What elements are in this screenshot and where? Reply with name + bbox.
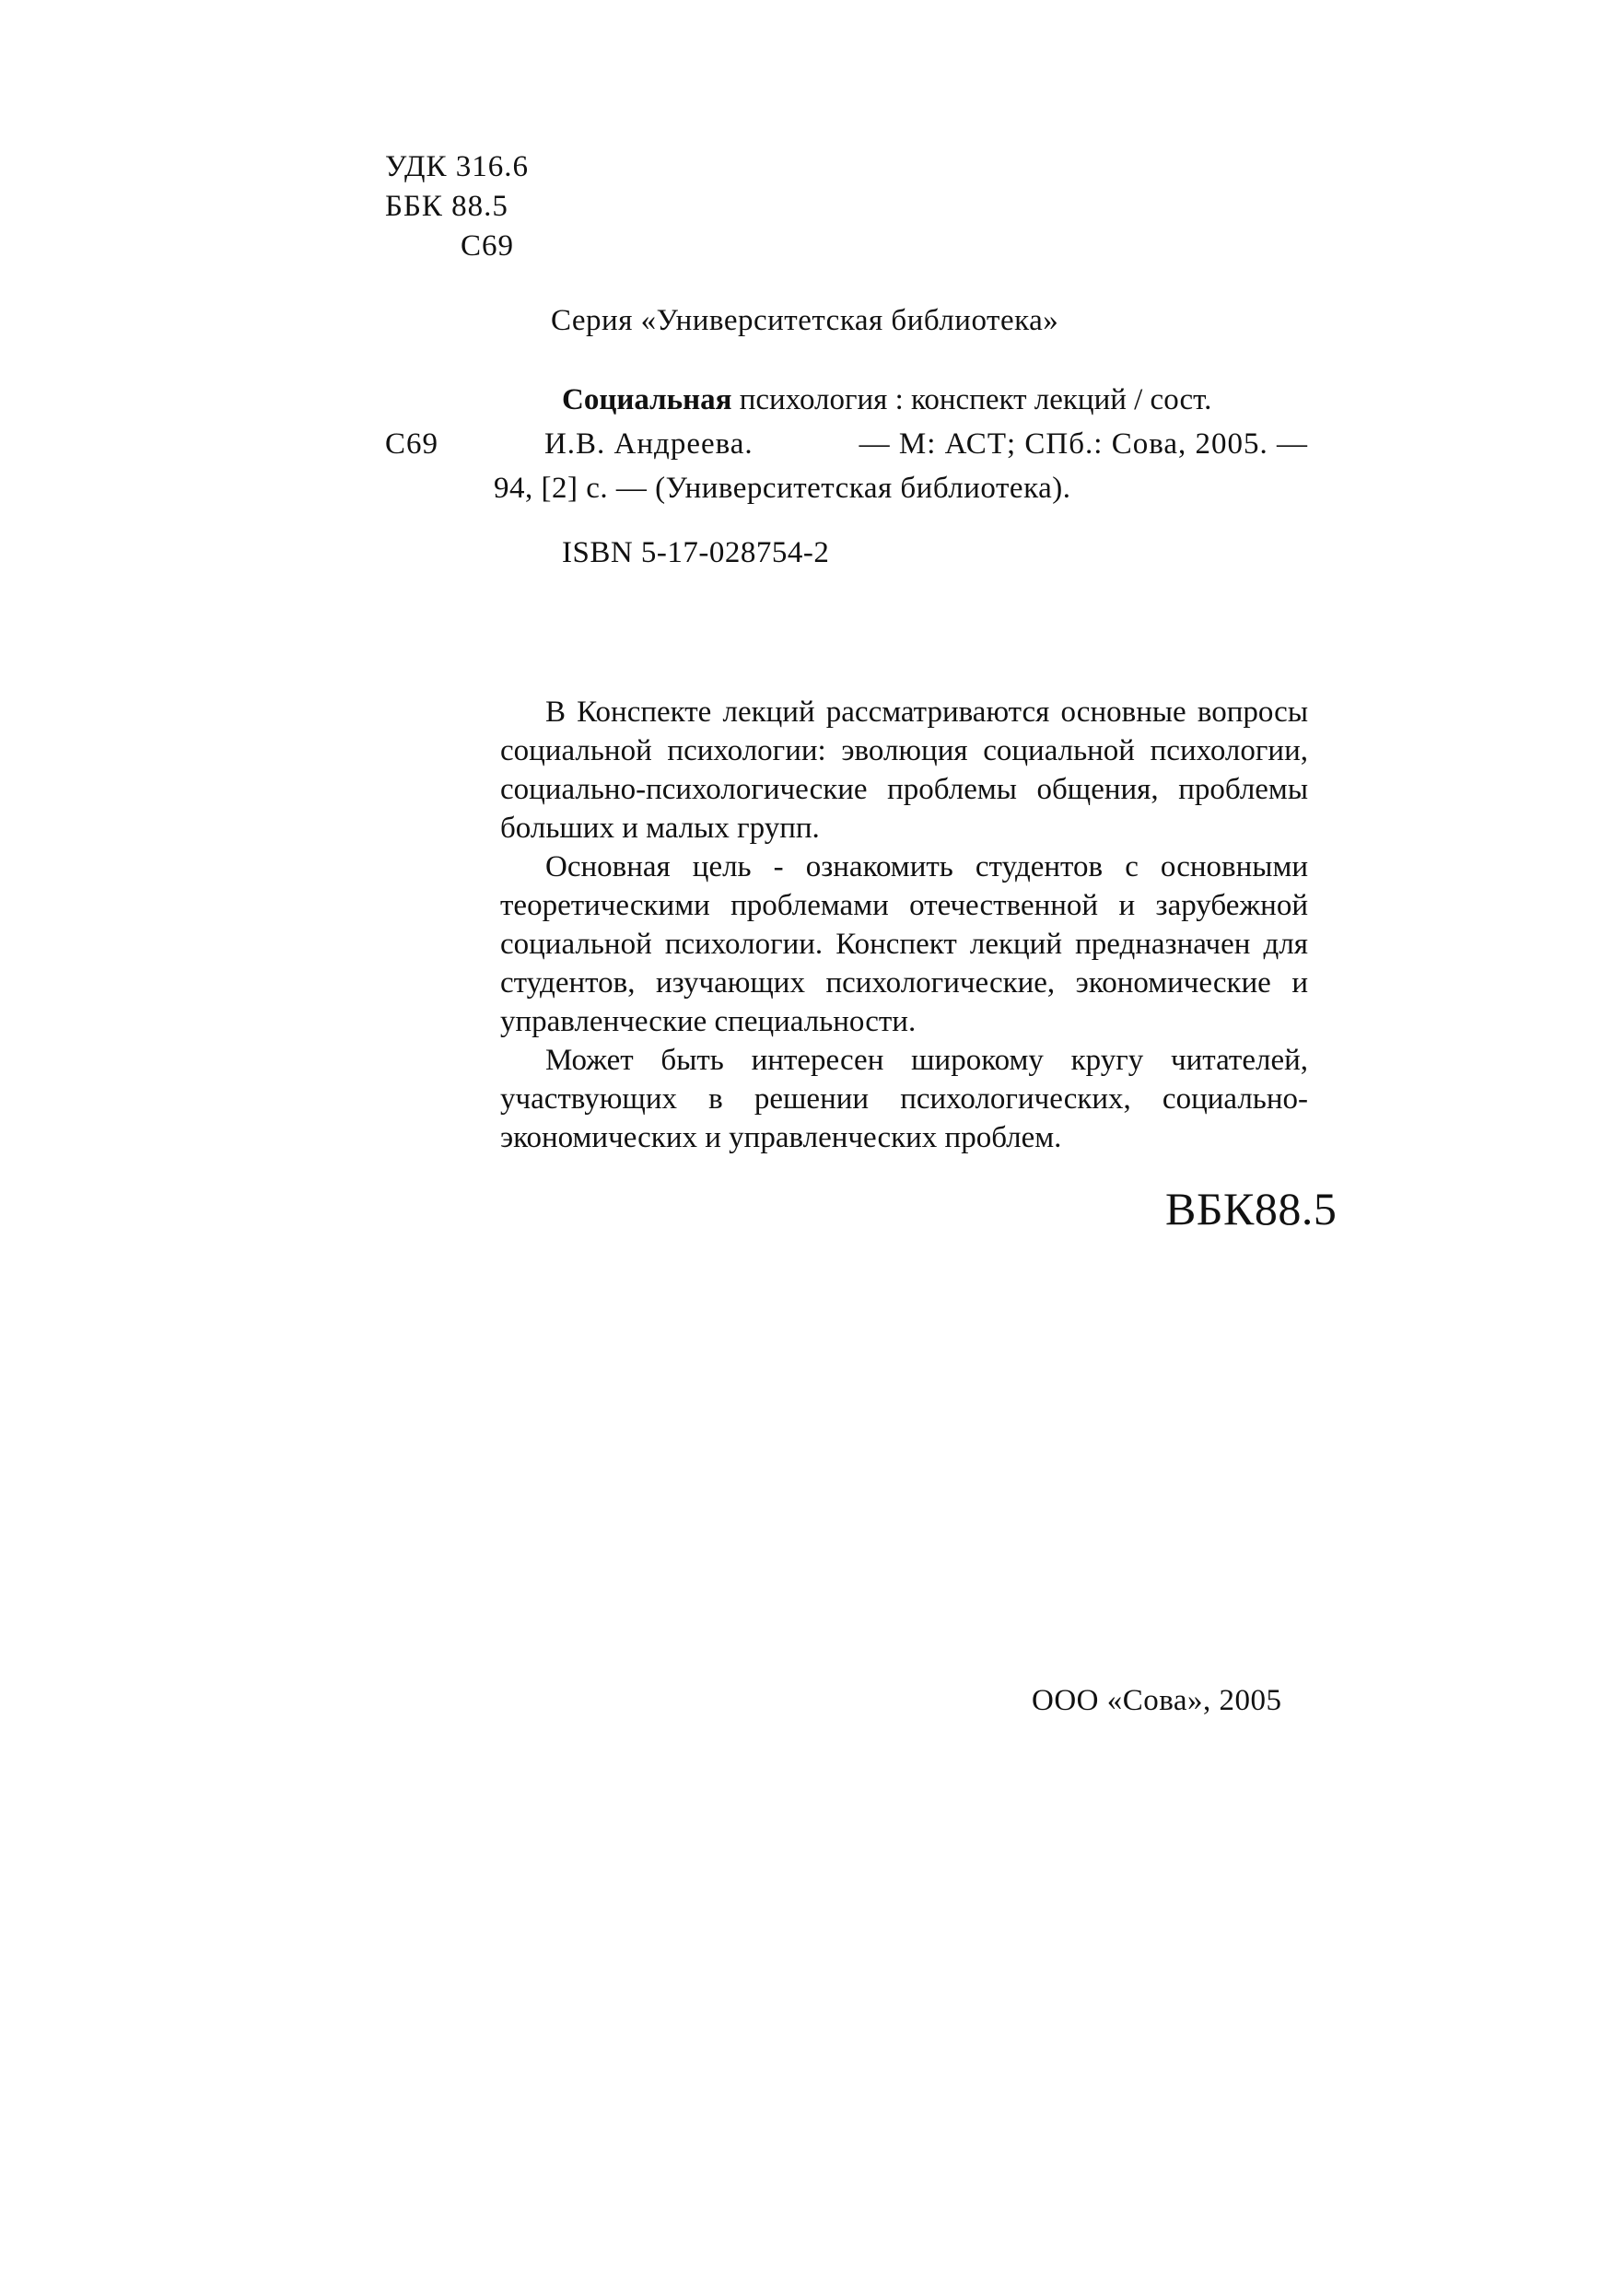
bibliography-pages-line: 94, [2] с. — (Университетская библиотека). xyxy=(494,472,1071,505)
bbk-mark: ВБК88.5 xyxy=(1165,1183,1338,1234)
annotation-paragraph-2: Основная цель - ознакомить студентов с основными теоретическими проблемами отечественной и зарубежной социальной психологии. Конспект лекций предназначен для студентов, изучающих психологические, экономические и управленческие специальности. xyxy=(500,850,1308,1038)
author-line-mark: С69 xyxy=(385,427,439,461)
publisher-copyright: ООО «Сова», 2005 xyxy=(1032,1684,1282,1717)
book-title-bold: Социальная xyxy=(562,383,732,416)
classification-codes xyxy=(385,147,529,266)
series-title: Серия «Университетская библиотека» xyxy=(551,304,1059,337)
bibliography-title-line xyxy=(385,378,1308,422)
compiler-name: И.В. Андреева. xyxy=(543,427,754,461)
annotation-paragraph-3: Может быть интересен широкому кругу читателей, участвующих в решении психологических, социально-экономических и управленческих проблем. xyxy=(500,1044,1308,1154)
bibliography-author-line xyxy=(385,422,1308,466)
udk-code: УДК 316.6 xyxy=(385,150,530,183)
author-mark: С69 xyxy=(461,229,515,263)
bibliographic-record xyxy=(385,378,1308,575)
bbk-code: ББК 88.5 xyxy=(385,190,508,223)
book-title-rest: психология : конспект лекций / сост. xyxy=(731,383,1212,416)
isbn: ISBN 5-17-028754-2 xyxy=(562,536,830,569)
publication-info: — М: АСТ; СПб.: Сова, 2005. — xyxy=(859,427,1308,461)
annotation xyxy=(500,693,1308,1157)
annotation-paragraph-1: В Конспекте лекций рассматриваются основные вопросы социальной психологии: эволюция социальной психологии, социально-психологические проблемы общения, проблемы больших и малых групп. xyxy=(500,696,1308,845)
